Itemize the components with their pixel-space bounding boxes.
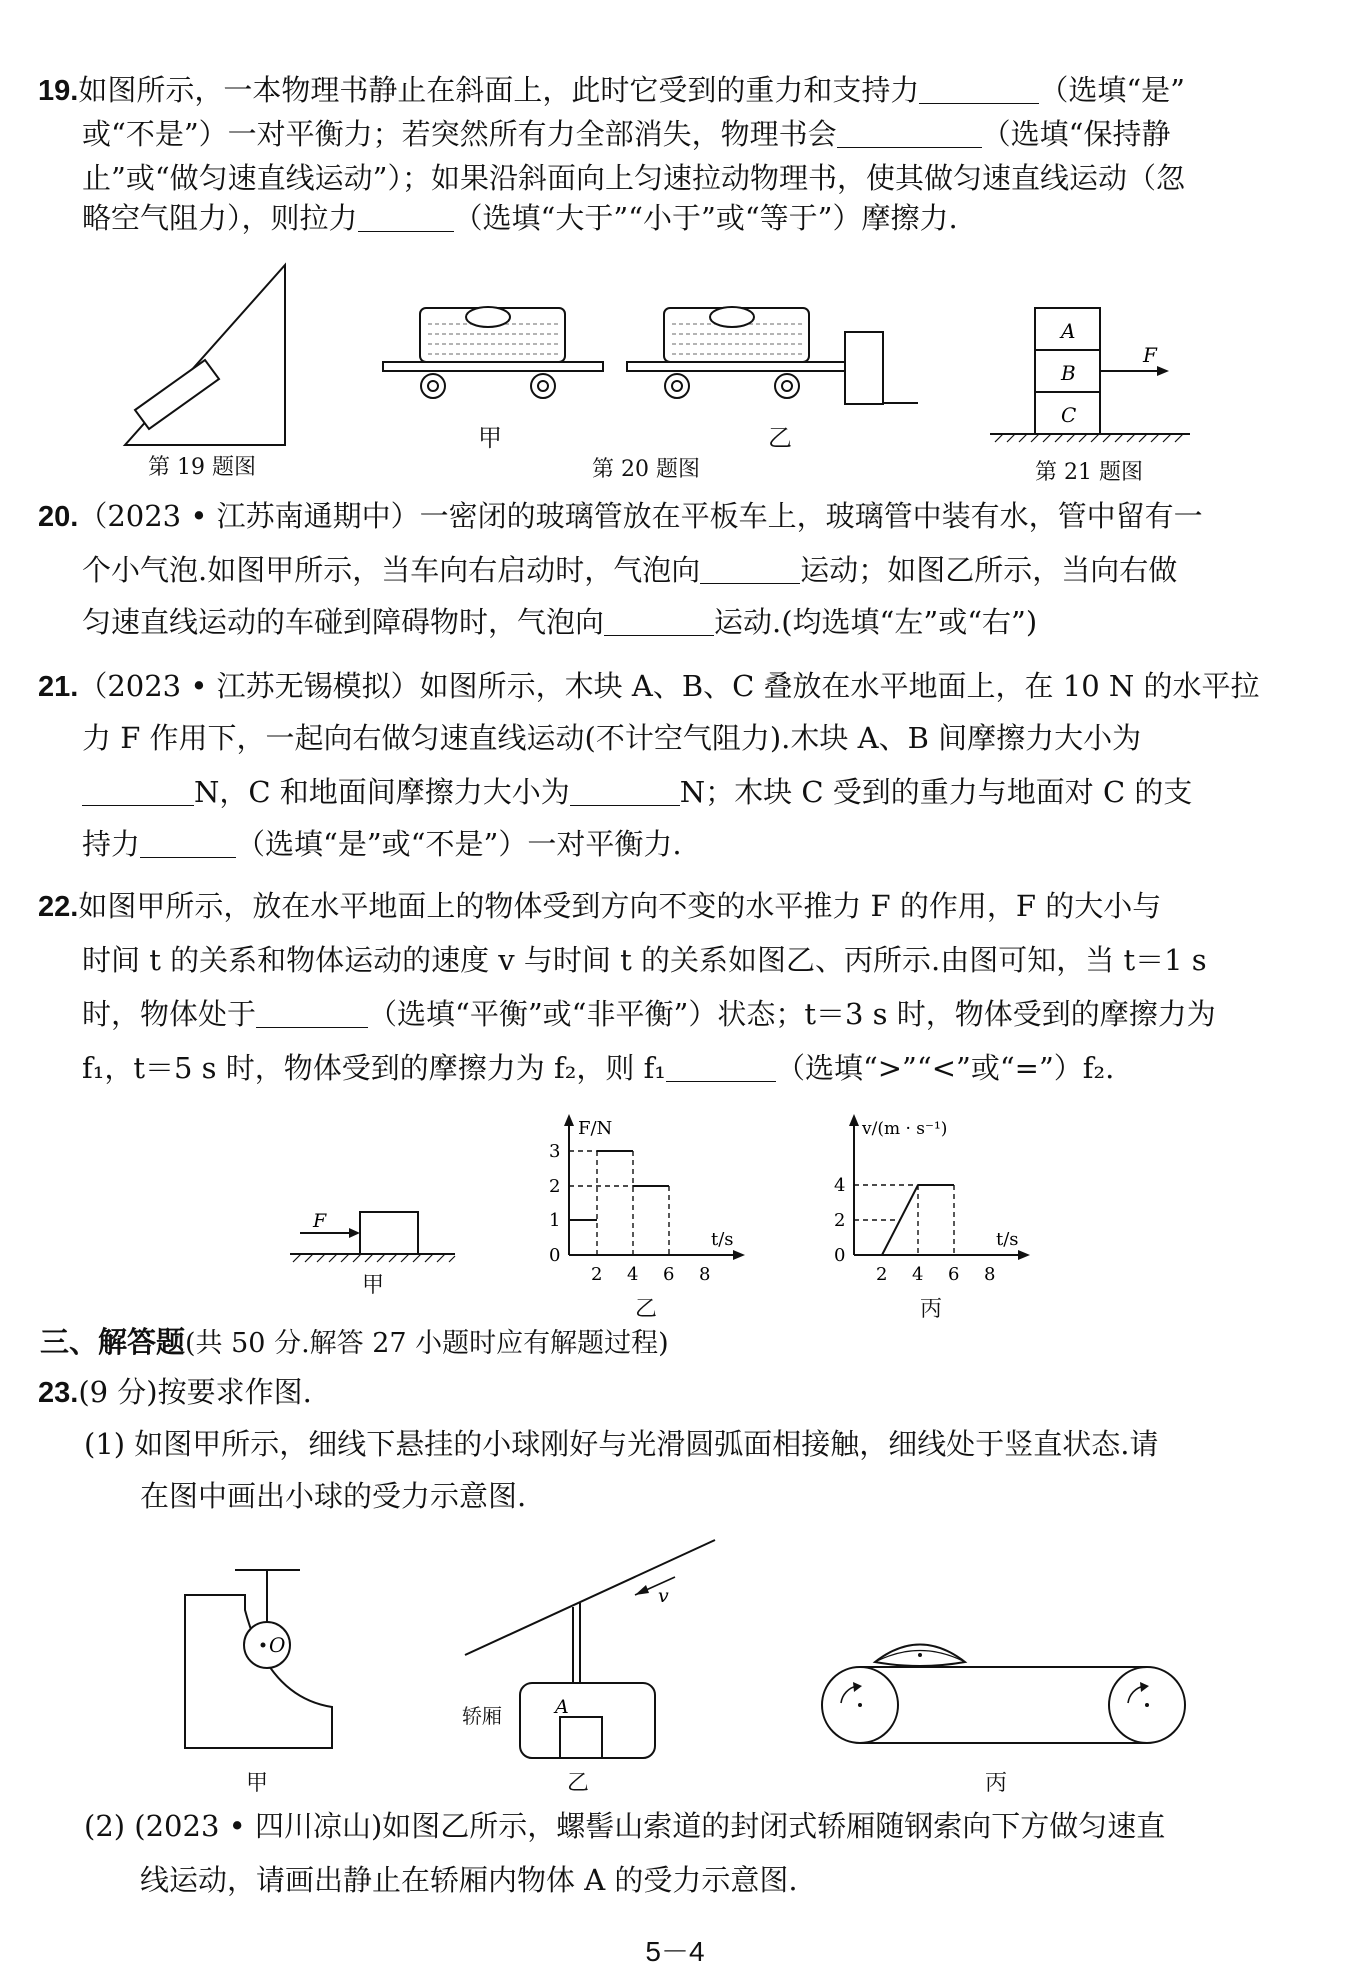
page-number: 5－4 bbox=[645, 1936, 705, 1967]
fig22-label-yi: 乙 bbox=[635, 1297, 658, 1322]
q21-number: 21. bbox=[38, 671, 79, 703]
section-3-title: 三、解答题 bbox=[40, 1325, 186, 1359]
section-3-note: (共 50 分.解答 27 小题时应有解题过程) bbox=[185, 1328, 669, 1359]
svg-text:4: 4 bbox=[834, 1175, 846, 1196]
svg-text:2: 2 bbox=[834, 1210, 846, 1231]
q20-line-3: 匀速直线运动的车碰到障碍物时，气泡向 运动.(均选填“左”或“右”) bbox=[82, 605, 1038, 639]
fig20-label-yi: 乙 bbox=[768, 424, 792, 452]
svg-text:4: 4 bbox=[912, 1264, 924, 1285]
q19-blank-2[interactable] bbox=[837, 119, 982, 148]
fig23-conveyor bbox=[815, 1600, 1195, 1765]
fig22-label-jia: 甲 bbox=[362, 1273, 385, 1298]
q19-blank-1[interactable] bbox=[919, 75, 1039, 104]
q21-line-4: 持力 （选填“是”或“不是”）一对平衡力. bbox=[82, 827, 682, 861]
q23-part2-line-1: (2) (2023 • 四川凉山)如图乙所示，螺髻山索道的封闭式轿厢随钢索向下方做匀速直 bbox=[84, 1809, 1166, 1843]
fig21-blocks bbox=[985, 300, 1195, 450]
fig22-chart-yi bbox=[535, 1110, 750, 1285]
q21-line-2: 力 F 作用下，一起向右做匀速直线运动(不计空气阻力).木块 A、B 间摩擦力大小为 bbox=[82, 721, 1142, 755]
fig19-incline bbox=[115, 255, 295, 450]
fig22-yi-yaxis: F/N bbox=[578, 1118, 613, 1139]
svg-text:F: F bbox=[1143, 343, 1157, 367]
q20-blank-1[interactable] bbox=[700, 555, 800, 584]
fig20-caption: 第 20 题图 bbox=[592, 457, 700, 482]
fig22-yi-dashes bbox=[569, 1151, 669, 1255]
q22-line-4: f₁，t＝5 s 时，物体受到的摩擦力为 f₂，则 f₁ （选填“>”“<”或“=”）f₂. bbox=[82, 1051, 1115, 1085]
svg-text:1: 1 bbox=[549, 1210, 561, 1231]
svg-text:C: C bbox=[1061, 403, 1077, 427]
q22-blank-2[interactable] bbox=[666, 1053, 776, 1082]
q22-number: 22. bbox=[38, 891, 79, 923]
q20-line-2: 个小气泡.如图甲所示，当车向右启动时，气泡向 运动；如图乙所示，当向右做 bbox=[82, 553, 1178, 587]
q23-part1-line-2: 在图中画出小球的受力示意图. bbox=[140, 1479, 527, 1513]
q19-line-3: 止”或“做匀速直线运动”）；如果沿斜面向上匀速拉动物理书，使其做匀速直线运动（忽 bbox=[82, 161, 1185, 195]
svg-text:F: F bbox=[313, 1210, 327, 1232]
fig22-label-bing: 丙 bbox=[920, 1297, 943, 1322]
svg-text:8: 8 bbox=[984, 1264, 996, 1285]
svg-text:0: 0 bbox=[834, 1245, 846, 1266]
fig22-chart-bing bbox=[820, 1110, 1035, 1285]
q23-part2-line-2: 线运动，请画出静止在轿厢内物体 A 的受力示意图. bbox=[140, 1863, 798, 1897]
fig23-label-jia: 甲 bbox=[246, 1771, 269, 1796]
svg-text:v: v bbox=[658, 1585, 669, 1607]
q21-line-1: 21.（2023 • 江苏无锡模拟）如图所示，木块 A、B、C 叠放在水平地面上，在 10 N 的水平拉 bbox=[38, 669, 1260, 703]
q19-line-4: 略空气阻力），则拉力 （选填“大于”“小于”或“等于”）摩擦力. bbox=[82, 201, 958, 235]
fig23-label-bing: 丙 bbox=[985, 1771, 1008, 1796]
fig23-cabin-label: 轿厢 bbox=[462, 1704, 502, 1728]
q22-line-3: 时，物体处于 （选填“平衡”或“非平衡”）状态；t＝3 s 时，物体受到的摩擦力为 bbox=[82, 997, 1216, 1031]
fig22-bing-series bbox=[854, 1185, 954, 1255]
svg-text:6: 6 bbox=[663, 1264, 675, 1285]
fig20-cart-jia bbox=[378, 300, 608, 420]
fig20-label-jia: 甲 bbox=[478, 424, 502, 452]
fig23-label-yi: 乙 bbox=[567, 1771, 590, 1796]
q22-blank-1[interactable] bbox=[256, 999, 368, 1028]
svg-text:2: 2 bbox=[876, 1264, 888, 1285]
svg-text:6: 6 bbox=[948, 1264, 960, 1285]
fig22-bing-dashes bbox=[854, 1185, 954, 1255]
fig23-cable-car bbox=[460, 1535, 730, 1765]
fig21-caption: 第 21 题图 bbox=[1035, 460, 1143, 485]
fig22-bing-xaxis: t/s bbox=[996, 1229, 1019, 1250]
q23-part1-line-1: (1) 如图甲所示，细线下悬挂的小球刚好与光滑圆弧面相接触，细线处于竖直状态.请 bbox=[84, 1427, 1159, 1461]
q19-blank-3[interactable] bbox=[358, 203, 454, 232]
q21-blank-2[interactable] bbox=[570, 777, 680, 806]
section-3-heading bbox=[40, 1322, 669, 1364]
q20-blank-2[interactable] bbox=[604, 607, 714, 636]
q20-number: 20. bbox=[38, 501, 79, 533]
q21-blank-3[interactable] bbox=[140, 829, 236, 858]
svg-text:O: O bbox=[269, 1633, 286, 1657]
fig22-block-jia bbox=[285, 1200, 460, 1270]
q23-line-1: 23.(9 分)按要求作图. bbox=[38, 1375, 312, 1409]
svg-text:B: B bbox=[1061, 361, 1076, 385]
fig20-cart-yi bbox=[622, 300, 922, 420]
q20-line-1: 20.（2023 • 江苏南通期中）一密闭的玻璃管放在平板车上，玻璃管中装有水，管中留有一 bbox=[38, 499, 1203, 533]
svg-text:8: 8 bbox=[699, 1264, 711, 1285]
svg-text:A: A bbox=[1061, 319, 1076, 343]
svg-text:4: 4 bbox=[627, 1264, 639, 1285]
q19-number: 19. bbox=[38, 75, 79, 107]
fig23-ball-surface bbox=[180, 1560, 345, 1760]
fig22-bing-yaxis: v/(m · s⁻¹) bbox=[862, 1119, 948, 1139]
q21-line-3: N，C 和地面间摩擦力大小为 N；木块 C 受到的重力与地面对 C 的支 bbox=[82, 772, 1192, 812]
q22-line-2: 时间 t 的关系和物体运动的速度 v 与时间 t 的关系如图乙、丙所示.由图可知，当 t＝1 s bbox=[82, 943, 1207, 977]
q19-line-2: 或“不是”）一对平衡力；若突然所有力全部消失，物理书会 （选填“保持静 bbox=[82, 117, 1171, 151]
svg-text:2: 2 bbox=[591, 1264, 603, 1285]
svg-text:3: 3 bbox=[549, 1141, 561, 1162]
fig19-caption: 第 19 题图 bbox=[148, 455, 256, 480]
q21-blank-1[interactable] bbox=[82, 777, 194, 806]
svg-text:A: A bbox=[555, 1696, 569, 1718]
q22-line-1: 22.如图甲所示，放在水平地面上的物体受到方向不变的水平推力 F 的作用，F 的大小与 bbox=[38, 889, 1162, 923]
q23-number: 23. bbox=[38, 1377, 79, 1409]
q19-line-1: 19.如图所示，一本物理书静止在斜面上，此时它受到的重力和支持力 （选填“是” bbox=[38, 73, 1185, 107]
fig22-yi-xaxis: t/s bbox=[711, 1229, 734, 1250]
svg-text:0: 0 bbox=[549, 1245, 561, 1266]
svg-text:2: 2 bbox=[549, 1176, 561, 1197]
